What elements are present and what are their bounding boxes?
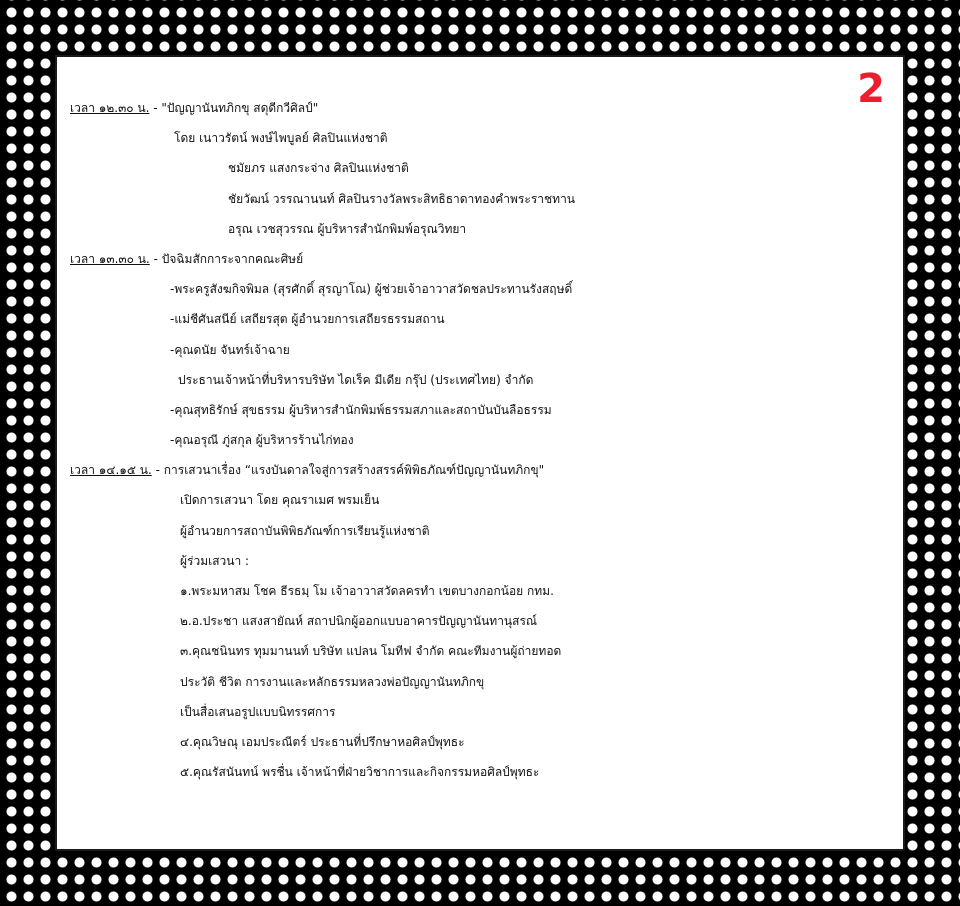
session-2-line-3: -คุณดนัย จันทร์เจ้าฉาย [170,342,290,357]
session-3-time: เวลา ๑๔.๑๕ น. [70,463,152,478]
session-1-time: เวลา ๑๒.๓๐ น. [70,101,150,115]
schedule-content [70,93,900,787]
session-3-line-1: เปิดการเสวนา โดย คุณราเมศ พรมเย็น [180,493,380,508]
session-1-line-3: ชัยวัฒน์ วรรณานนท์ ศิลปินรางวัลพระสิทธิธาดาทองคำพระราชทาน [228,191,576,206]
session-2-line-1: -พระครูสังฆกิจพิมล (สุรศักดิ์ สุรญาโณ) ผู้ช่วยเจ้าอาวาสวัดชลประทานรังสฤษดิ์ [170,282,573,297]
session-1-line-2: ชมัยภร แสงกระจ่าง ศิลปินแห่งชาติ [228,161,409,176]
session-3-line-10: ๕.คุณรัสนันทน์ พรชื่น เจ้าหน้าที่ฝ่ายวิชาการและกิจกรรมหอศิลป์พุทธะ [180,765,540,780]
session-2-title: - ปัจฉิมสักการะจากคณะศิษย์ [149,251,304,266]
session-3-title: - การเสวนาเรื่อง “แรงบันดาลใจสู่การสร้างสรรค์พิพิธภัณฑ์ปัญญานันทภิกขุ" [151,463,545,478]
session-1-title: - "ปัญญานันทภิกขุ สดุดีกวีศิลป์" [149,101,319,115]
session-2-header [70,244,900,274]
session-2-time: เวลา ๑๓.๓๐ น. [70,251,150,266]
session-3-line-9: ๔.คุณวิษณุ เอมประณีตร์ ประธานที่ปรึกษาหอศิลป์พุทธะ [180,734,465,749]
session-3-line-8: เป็นสื่อเสนอรูปแบบนิทรรศการ [180,704,336,719]
session-3-line-3: ผู้ร่วมเสวนา : [180,553,250,568]
session-3-line-7: ประวัติ ชีวิต การงานและหลักธรรมหลวงพ่อปัญญานันทภิกขุ [180,674,485,689]
document-panel [57,57,903,849]
session-3-line-4: ๑.พระมหาสม โชค ธีรธมฺ โม เจ้าอาวาสวัดลครทำ เขตบางกอกน้อย กทม. [180,584,554,598]
session-3-line-5: ๒.อ.ประชา แสงสายัณห์ สถาปนิกผู้ออกแบบอาคารปัญญานันทานุสรณ์ [180,614,538,629]
session-3-header [70,455,900,485]
page-number: 2 [857,66,885,112]
session-3-line-2: ผู้อำนวยการสถาบันพิพิธภัณฑ์การเรียนรู้แห่งชาติ [180,523,430,538]
session-2-line-2: -แม่ชีศันสนีย์ เสถียรสุต ผู้อำนวยการเสถียรธรรมสถาน [170,312,445,327]
session-3-line-6: ๓.คุณชนินทร ทุมมานนท์ บริษัท แปลน โมทีฟ จำกัด คณะทีมงานผู้ถ่ายทอด [180,644,562,659]
session-1-header [70,93,900,123]
session-2-line-5: -คุณสุทธิรักษ์ สุขธรรม ผู้บริหารสำนักพิมพ์ธรรมสภาและสถาบันบันลือธรรม [170,402,552,417]
session-2-line-6: -คุณอรุณี ภู่สกุล ผู้บริหารร้านไก่ทอง [170,433,354,448]
session-1-line-1: โดย เนาวรัตน์ พงษ์ไพบูลย์ ศิลปินแห่งชาติ [174,131,388,146]
session-1-line-4: อรุณ เวชสุวรรณ ผู้บริหารสำนักพิมพ์อรุณวิทยา [228,221,467,236]
session-2-line-4: ประธานเจ้าหน้าที่บริหารบริษัท ไดเร็ค มีเดีย กรุ๊ป (ประเทศไทย) จำกัด [178,372,534,387]
